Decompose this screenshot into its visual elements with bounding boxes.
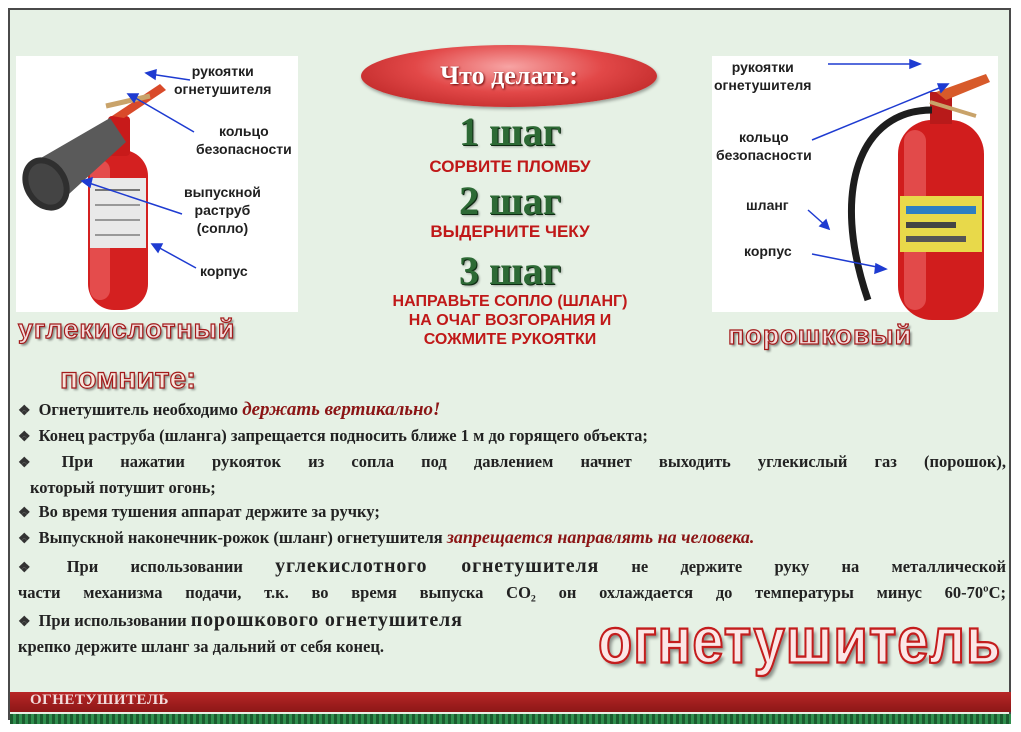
what-to-do-title: Что делать: xyxy=(440,61,578,90)
step-2-text: ВЫДЕРНИТЕ ЧЕКУ xyxy=(430,222,590,241)
rule-3: ❖ При нажатии рукояток из сопла под давлением начнет выходить углекислый газ (порошок), который потушит огонь; xyxy=(18,452,1006,497)
right-label-hose: шланг xyxy=(746,197,789,213)
extinguisher-big-title: огнетушитель xyxy=(598,603,1002,677)
step-3-text: НАПРАВЬТЕ СОПЛО (ШЛАНГ) НА ОЧАГ ВОЗГОРАНИЯ И СОЖМИТЕ РУКОЯТКИ xyxy=(392,293,628,348)
rule-1: ❖ Огнетушитель необходимо держать вертикально! xyxy=(18,399,441,420)
footer-decorative-bar xyxy=(10,714,1011,724)
left-label-body: корпус xyxy=(200,263,248,279)
left-label-ring: кольцо безопасности xyxy=(196,123,292,157)
bullet-icon: ❖ xyxy=(18,532,31,547)
footer-text: ОГНЕТУШИТЕЛЬ xyxy=(30,692,169,708)
step-1-title: 1 шаг xyxy=(459,109,561,154)
left-label-nozzle: выпускной раструб (сопло) xyxy=(184,184,261,236)
bullet-icon: ❖ xyxy=(18,506,31,521)
left-label-handles: рукоятки огнетушителя xyxy=(174,63,272,97)
bullet-icon: ❖ xyxy=(18,615,31,630)
what-to-do-badge xyxy=(361,45,657,107)
rule-6: ❖ При использовании углекислотного огнетушителя не держите руку на металлической части механизма подачи, т.к. во время выпуска CO₂ он охлаждается до температуры минус 60-70ºС; xyxy=(18,555,1006,602)
step-1-text: СОРВИТЕ ПЛОМБУ xyxy=(429,157,591,176)
rule-5: ❖ Выпускной наконечник-рожок (шланг) огнетушителя запрещается направлять на человека. xyxy=(18,527,755,547)
powder-type-title: порошковый xyxy=(728,320,913,350)
co2-type-title: углекислотный xyxy=(18,314,236,344)
bullet-icon: ❖ xyxy=(18,456,54,471)
step-3-title: 3 шаг xyxy=(459,248,561,293)
right-label-body: корпус xyxy=(744,243,792,259)
rule-2: ❖ Конец раструба (шланга) запрещается подносить ближе 1 м до горящего объекта; xyxy=(18,426,648,445)
right-label-ring: кольцо безопасности xyxy=(716,129,812,163)
powder-extinguisher-image xyxy=(851,74,990,320)
step-2-title: 2 шаг xyxy=(459,178,561,223)
right-label-handles: рукоятки огнетушителя xyxy=(714,59,812,93)
bullet-icon: ❖ xyxy=(18,404,31,419)
remember-title: помните: xyxy=(60,362,197,395)
rule-7: ❖ При использовании порошкового огнетушителя крепко держите шланг за дальний от себя конец. xyxy=(18,609,463,656)
bullet-icon: ❖ xyxy=(18,430,31,445)
bullet-icon: ❖ xyxy=(18,561,59,576)
rule-4: ❖ Во время тушения аппарат держите за ручку; xyxy=(18,502,380,521)
